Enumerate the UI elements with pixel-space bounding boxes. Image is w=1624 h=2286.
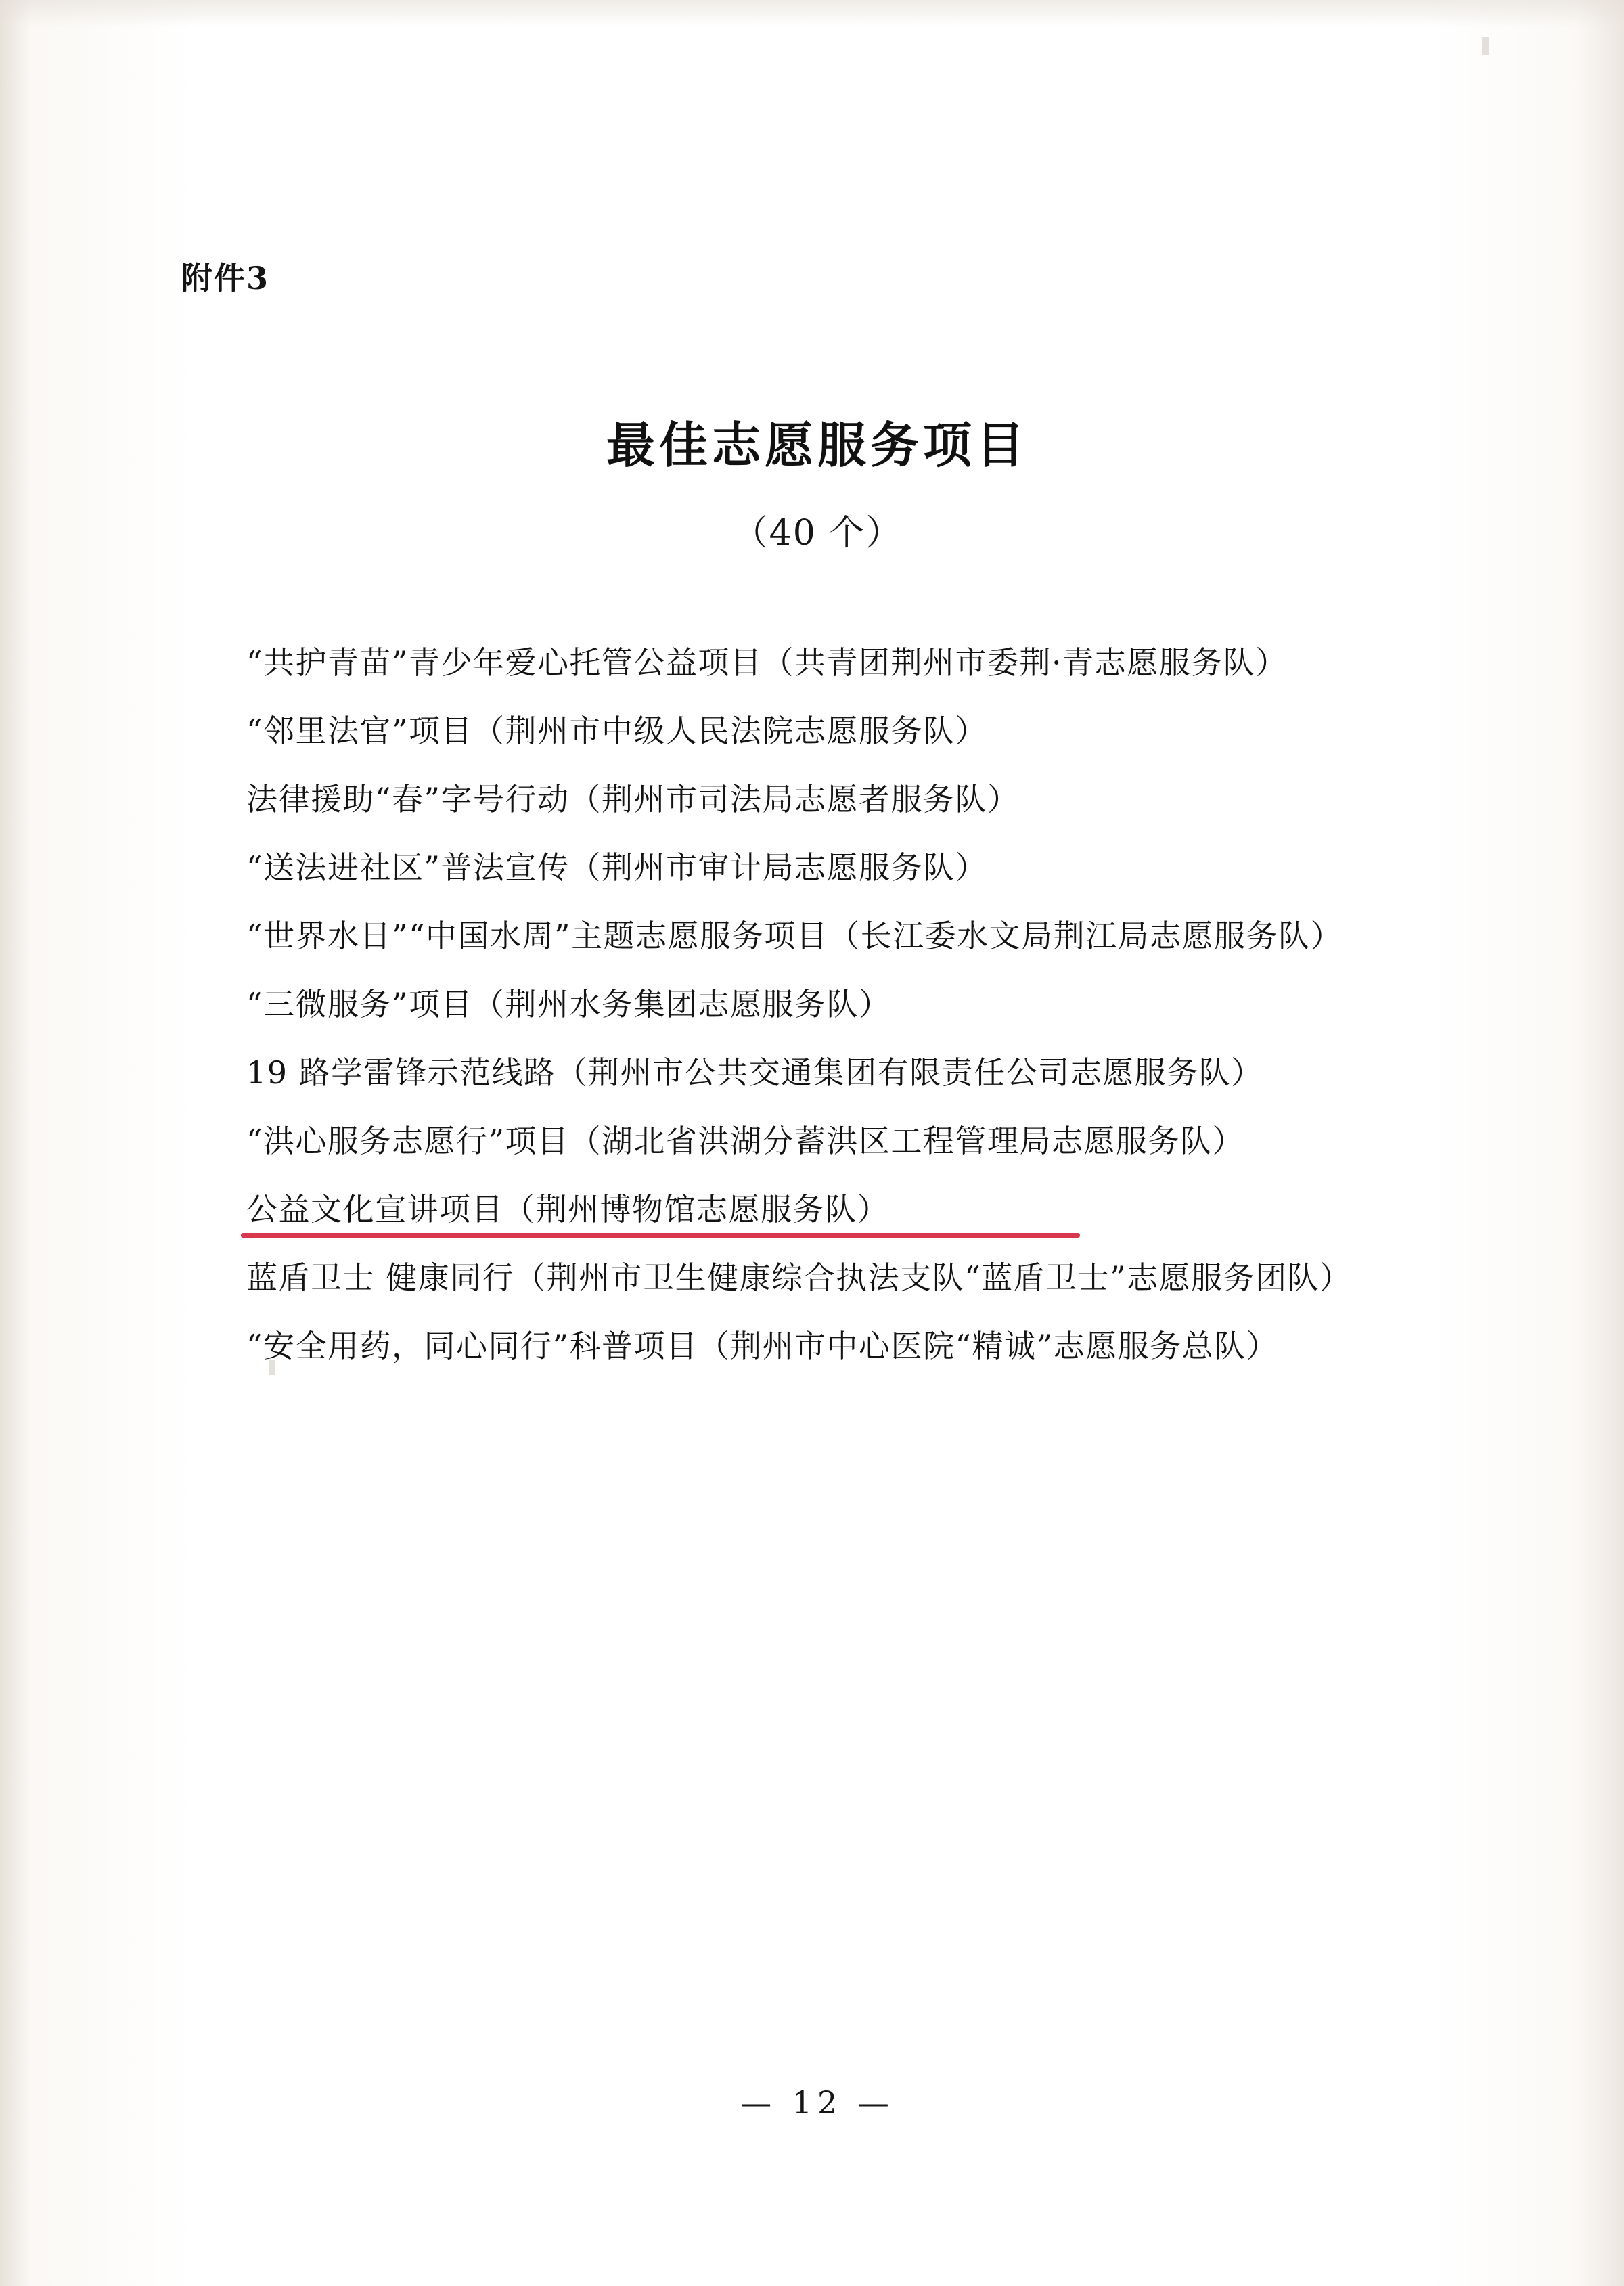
list-item-text: “送法进社区”普法宣传（荆州市审计局志愿服务队） — [246, 849, 988, 886]
list-item — [181, 629, 1453, 696]
page-subtitle: （40 个） — [732, 513, 903, 554]
scan-edge-shadow-left — [0, 0, 31, 2286]
list-item — [181, 1108, 1453, 1175]
attachment-label: 附件3 — [181, 260, 270, 296]
document-content — [181, 0, 1453, 2286]
list-item-text: 19 路学雷锋示范线路（荆州市公共交通集团有限责任公司志愿服务队） — [246, 1054, 1263, 1091]
list-item-text: “共护青苗”青少年爱心托管公益项目（共青团荆州市委荆·青志愿服务队） — [246, 644, 1288, 681]
list-item — [181, 766, 1453, 833]
list-item-text: 公益文化宣讲项目（荆州博物馆志愿服务队） — [246, 1191, 889, 1228]
list-item — [181, 971, 1453, 1038]
list-item — [181, 1176, 1453, 1243]
list-item — [181, 1039, 1453, 1106]
list-item-text: “世界水日”“中国水周”主题志愿服务项目（长江委水文局荆江局志愿服务队） — [246, 918, 1343, 954]
list-item — [181, 698, 1453, 765]
page-number: — 12 — — [740, 2084, 895, 2121]
page-title: 最佳志愿服务项目 — [606, 416, 1029, 474]
list-item-text: 蓝盾卫士 健康同行（荆州市卫生健康综合执法支队“蓝盾卫士”志愿服务团队） — [246, 1259, 1352, 1296]
scan-speck — [1482, 37, 1489, 55]
list-item-text: “安全用药，同心同行”科普项目（荆州市中心医院“精诚”志愿服务总队） — [246, 1328, 1279, 1364]
list-item — [181, 903, 1453, 970]
list-item — [181, 1313, 1453, 1380]
list-item-text: “邻里法官”项目（荆州市中级人民法院志愿服务队） — [246, 713, 988, 749]
list-item — [181, 1245, 1453, 1312]
red-underline-annotation — [241, 1233, 1080, 1238]
scan-edge-shadow-right — [1577, 0, 1624, 2286]
list-item — [181, 834, 1453, 901]
project-list — [181, 629, 1453, 1381]
list-item-text: 法律援助“春”字号行动（荆州市司法局志愿者服务队） — [246, 781, 1020, 817]
list-item-text: “三微服务”项目（荆州水务集团志愿服务队） — [246, 986, 891, 1023]
list-item-text: “洪心服务志愿行”项目（湖北省洪湖分蓄洪区工程管理局志愿服务队） — [246, 1123, 1245, 1159]
